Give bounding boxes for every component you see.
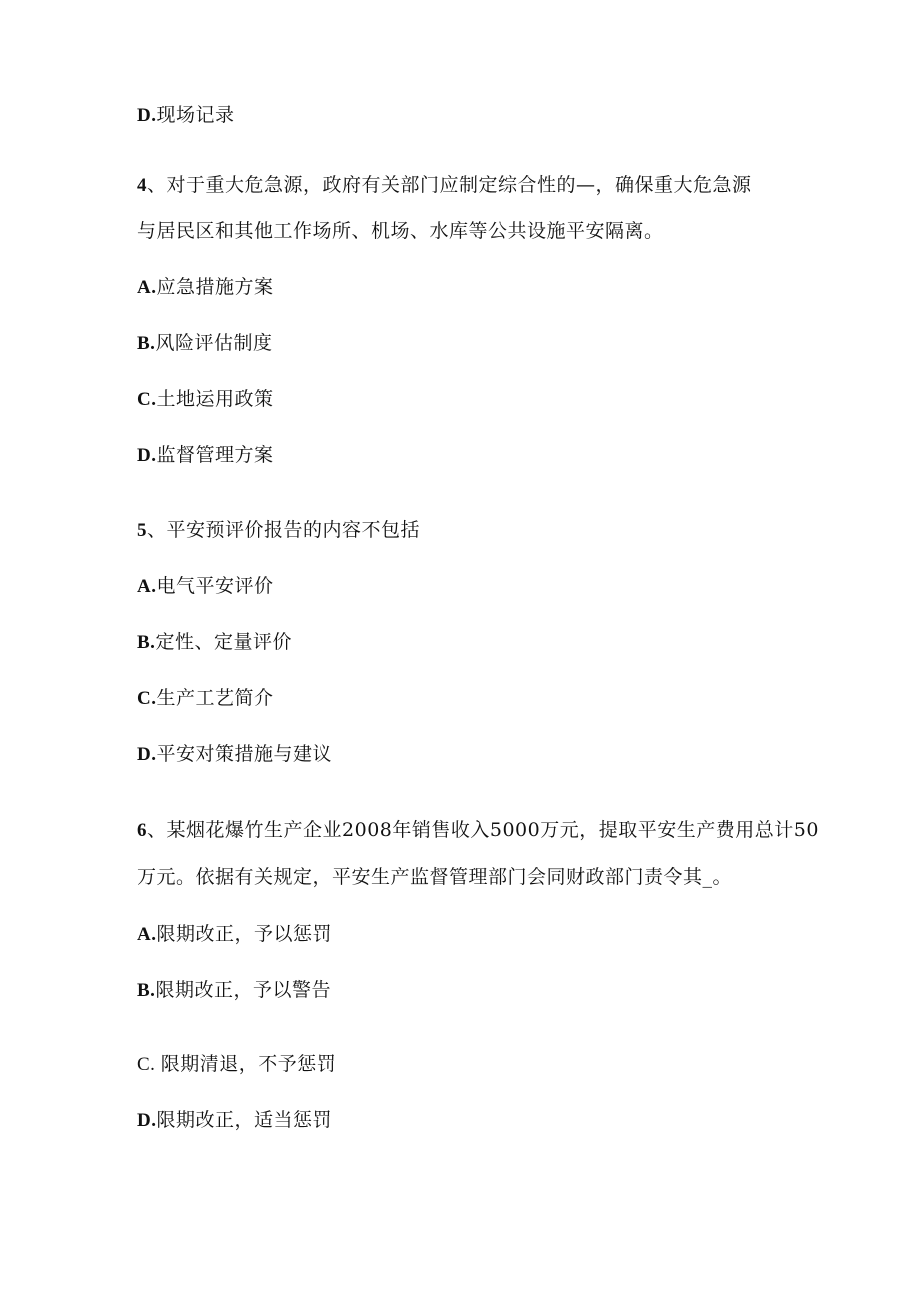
option-letter: D. bbox=[137, 105, 157, 126]
option-letter: C. bbox=[137, 688, 157, 709]
question-6-option-d bbox=[137, 1108, 332, 1133]
question-6-line-2 bbox=[137, 865, 732, 889]
question-5-option-d bbox=[137, 742, 332, 767]
question-6-option-b bbox=[137, 978, 331, 1003]
option-text: 现场记录 bbox=[156, 104, 235, 126]
question-5-option-c bbox=[137, 686, 274, 711]
question-5-option-b bbox=[137, 630, 292, 655]
option-letter: A. bbox=[137, 576, 157, 597]
option-text: 电气平安评价 bbox=[156, 575, 274, 597]
option-letter: D. bbox=[137, 445, 157, 466]
question-4-option-a bbox=[137, 275, 274, 300]
option-letter: B. bbox=[137, 632, 156, 653]
question-4-line-2 bbox=[137, 219, 664, 243]
option-text: 限期改正，予以惩罚 bbox=[156, 923, 332, 945]
option-text: 应急措施方案 bbox=[156, 276, 274, 298]
question-number: 4 bbox=[137, 175, 147, 196]
option-text: 限期改正，适当惩罚 bbox=[156, 1109, 332, 1131]
question-separator: 、 bbox=[147, 174, 167, 196]
option-text: 平安对策措施与建议 bbox=[156, 743, 332, 765]
option-letter: B. bbox=[137, 980, 156, 1001]
option-letter: C. bbox=[137, 1054, 161, 1075]
question-text: 与居民区和其他工作场所、机场、水库等公共设施平安隔离。 bbox=[137, 220, 664, 242]
option-text: 定性、定量评价 bbox=[155, 631, 292, 653]
question-6-line-1 bbox=[137, 818, 819, 843]
option-text: 生产工艺简介 bbox=[156, 687, 274, 709]
question-4-option-b bbox=[137, 331, 272, 356]
option-text: 限期改正，予以警告 bbox=[155, 979, 331, 1001]
option-letter: A. bbox=[137, 924, 157, 945]
option-text: 限期清退，不予惩罚 bbox=[160, 1053, 337, 1075]
question-text: 万元。依据有关规定，平安生产监督管理部门会同财政部门责令其_。 bbox=[137, 866, 733, 888]
question-6-option-c bbox=[137, 1052, 336, 1077]
question-text: 平安预评价报告的内容不包括 bbox=[166, 519, 421, 541]
question-5-option-a bbox=[137, 574, 274, 599]
option-text: 监督管理方案 bbox=[156, 444, 274, 466]
question-4-option-c bbox=[137, 387, 274, 412]
question-4-option-d bbox=[137, 443, 274, 468]
option-letter: D. bbox=[137, 1110, 157, 1131]
question-text: 对于重大危急源，政府有关部门应制定综合性的—，确保重大危急源 bbox=[166, 174, 752, 196]
option-d-prev bbox=[137, 103, 235, 128]
option-letter: B. bbox=[137, 333, 156, 354]
question-separator: 、 bbox=[147, 819, 167, 841]
option-text: 风险评估制度 bbox=[155, 332, 273, 354]
question-number: 6 bbox=[137, 820, 147, 841]
question-4-line-1 bbox=[137, 173, 752, 198]
option-letter: D. bbox=[137, 744, 157, 765]
question-number: 5 bbox=[137, 520, 147, 541]
option-letter: A. bbox=[137, 277, 157, 298]
question-text: 某烟花爆竹生产企业2008年销售收入5000万元，提取平安生产费用总计50 bbox=[166, 819, 819, 841]
question-5-line-1 bbox=[137, 518, 420, 543]
question-6-option-a bbox=[137, 922, 332, 947]
question-separator: 、 bbox=[147, 519, 167, 541]
option-text: 土地运用政策 bbox=[156, 388, 274, 410]
option-letter: C. bbox=[137, 389, 157, 410]
